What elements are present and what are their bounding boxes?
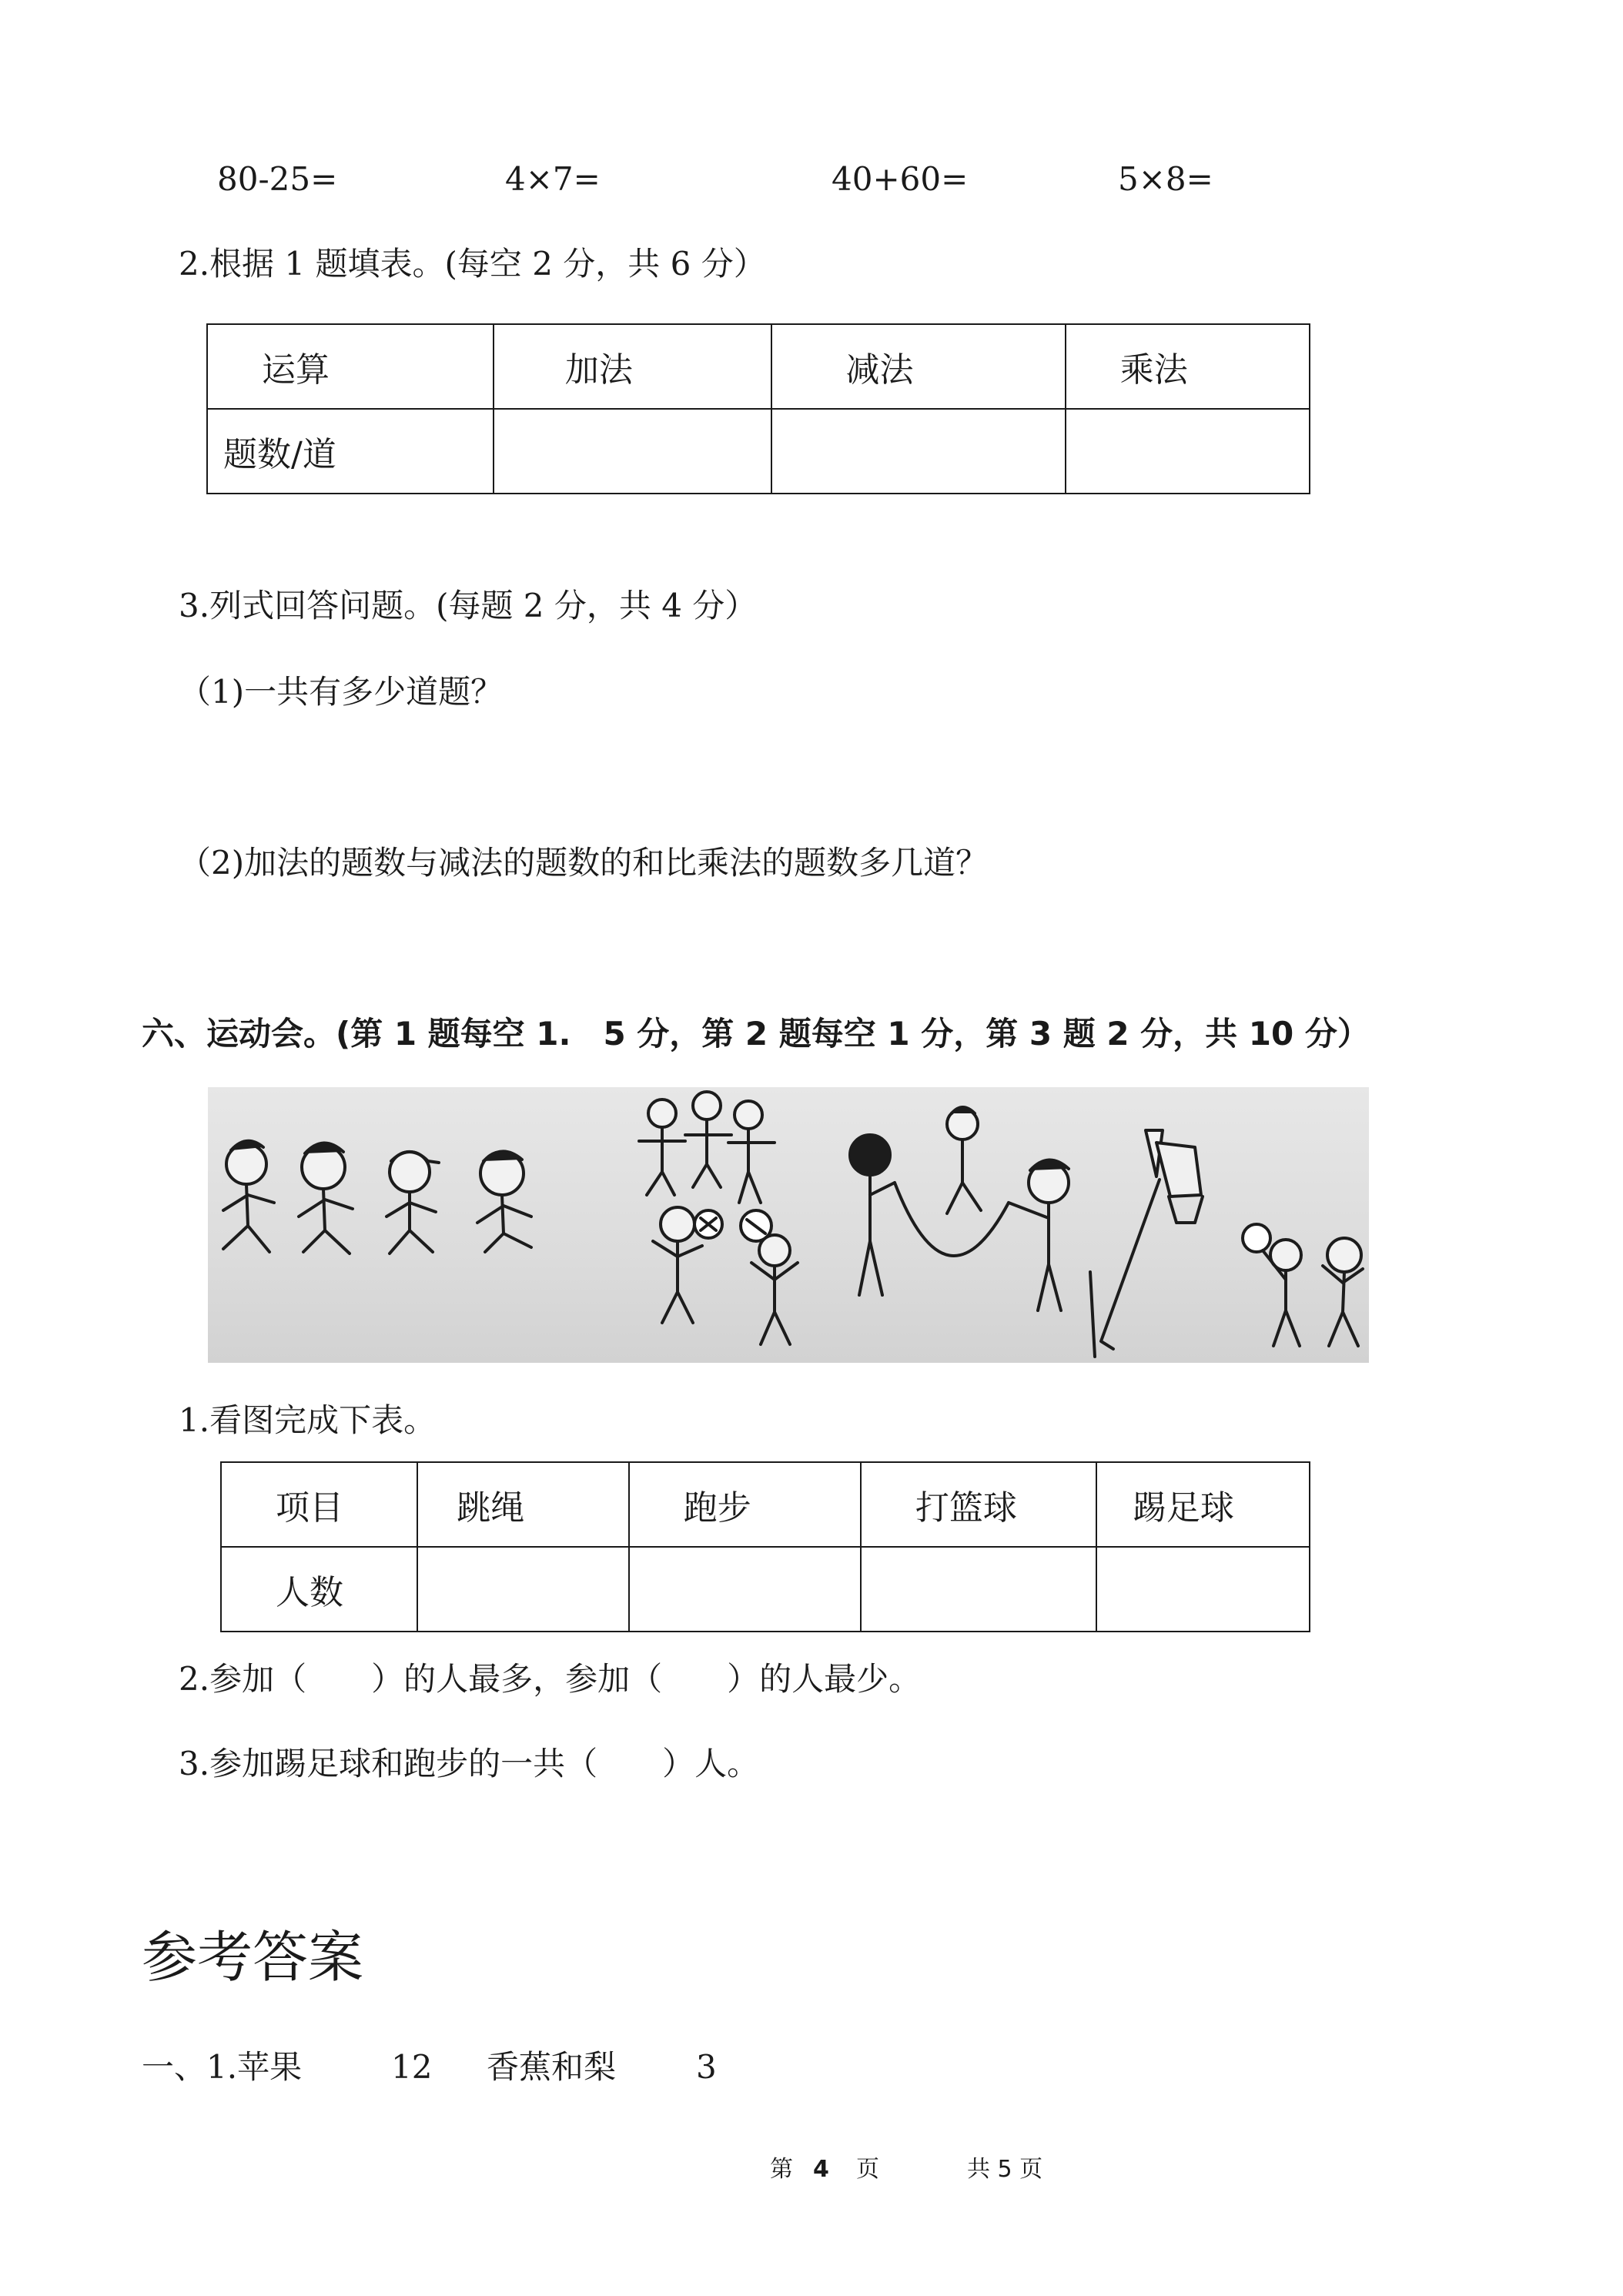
jumping-group bbox=[639, 1092, 775, 1203]
football-players bbox=[653, 1207, 798, 1344]
answer-cell[interactable] bbox=[861, 1547, 1096, 1632]
table-header-cell: 乘法 bbox=[1066, 324, 1310, 409]
table-header-cell: 减法 bbox=[771, 324, 1066, 409]
answer-line1-value2: 香蕉和梨 bbox=[487, 2048, 617, 2086]
footer-page-number: 4 bbox=[813, 2156, 829, 2183]
runner-figure bbox=[387, 1152, 439, 1253]
equation-3: 40+60= bbox=[832, 160, 969, 198]
section6-q2: 2.参加（ ）的人最多，参加（ ）的人最少。 bbox=[179, 1660, 922, 1698]
equation-1: 80-25= bbox=[217, 160, 338, 198]
table-header-cell: 踢足球 bbox=[1096, 1462, 1310, 1547]
operations-table bbox=[206, 323, 1310, 494]
footer-total-pages: 共 5 页 bbox=[967, 2156, 1043, 2183]
table-header-cell: 加法 bbox=[494, 324, 771, 409]
section6-title: 六、运动会。(第 1 题每空 1. 5 分，第 2 题每空 1 分，第 3 题 2 分，共 10 分） bbox=[142, 1015, 1370, 1053]
runner-figure bbox=[299, 1143, 353, 1253]
sports-day-illustration bbox=[208, 1087, 1369, 1363]
answer-line1-prefix: 一、1.苹果 bbox=[142, 2048, 303, 2086]
answer-cell[interactable] bbox=[417, 1547, 629, 1632]
answer-line1-value1: 12 bbox=[391, 2048, 433, 2086]
equation-4: 5×8= bbox=[1118, 160, 1213, 198]
footer-page-unit: 页 bbox=[856, 2156, 879, 2183]
rope-jumpers bbox=[850, 1107, 1069, 1310]
basketball-hoop bbox=[1090, 1130, 1203, 1357]
q3-sub2: （2)加法的题数与减法的题数的和比乘法的题数多几道？ bbox=[179, 844, 989, 882]
sports-table bbox=[220, 1461, 1310, 1632]
table-row-label: 人数 bbox=[221, 1547, 417, 1632]
section6-q1: 1.看图完成下表。 bbox=[179, 1401, 437, 1439]
basketball-players bbox=[1243, 1224, 1363, 1346]
table-header-cell: 运算 bbox=[207, 324, 494, 409]
answer-cell[interactable] bbox=[494, 409, 771, 494]
equation-2: 4×7= bbox=[505, 160, 601, 198]
table-header-cell: 打篮球 bbox=[861, 1462, 1096, 1547]
answers-title: 参考答案 bbox=[142, 1925, 364, 1990]
q3-sub1: （1)一共有多少道题？ bbox=[179, 673, 504, 711]
runner-figure bbox=[223, 1141, 274, 1252]
table-header-cell: 跳绳 bbox=[417, 1462, 629, 1547]
q3-prompt: 3.列式回答问题。(每题 2 分，共 4 分） bbox=[179, 587, 758, 624]
answer-cell[interactable] bbox=[771, 409, 1066, 494]
table-row-label: 题数/道 bbox=[207, 409, 494, 494]
answer-cell[interactable] bbox=[1096, 1547, 1310, 1632]
table-row bbox=[207, 409, 1310, 494]
footer-page-label: 第 bbox=[770, 2156, 793, 2183]
table-row bbox=[221, 1462, 1310, 1547]
section6-q3: 3.参加踢足球和跑步的一共（ ）人。 bbox=[179, 1745, 760, 1782]
q2-prompt: 2.根据 1 题填表。(每空 2 分，共 6 分） bbox=[179, 245, 766, 283]
table-row bbox=[207, 324, 1310, 409]
table-row bbox=[221, 1547, 1310, 1632]
answer-line1-value3: 3 bbox=[696, 2048, 717, 2086]
answer-cell[interactable] bbox=[629, 1547, 861, 1632]
table-header-cell: 项目 bbox=[221, 1462, 417, 1547]
table-header-cell: 跑步 bbox=[629, 1462, 861, 1547]
answer-cell[interactable] bbox=[1066, 409, 1310, 494]
runner-figure bbox=[477, 1151, 531, 1252]
